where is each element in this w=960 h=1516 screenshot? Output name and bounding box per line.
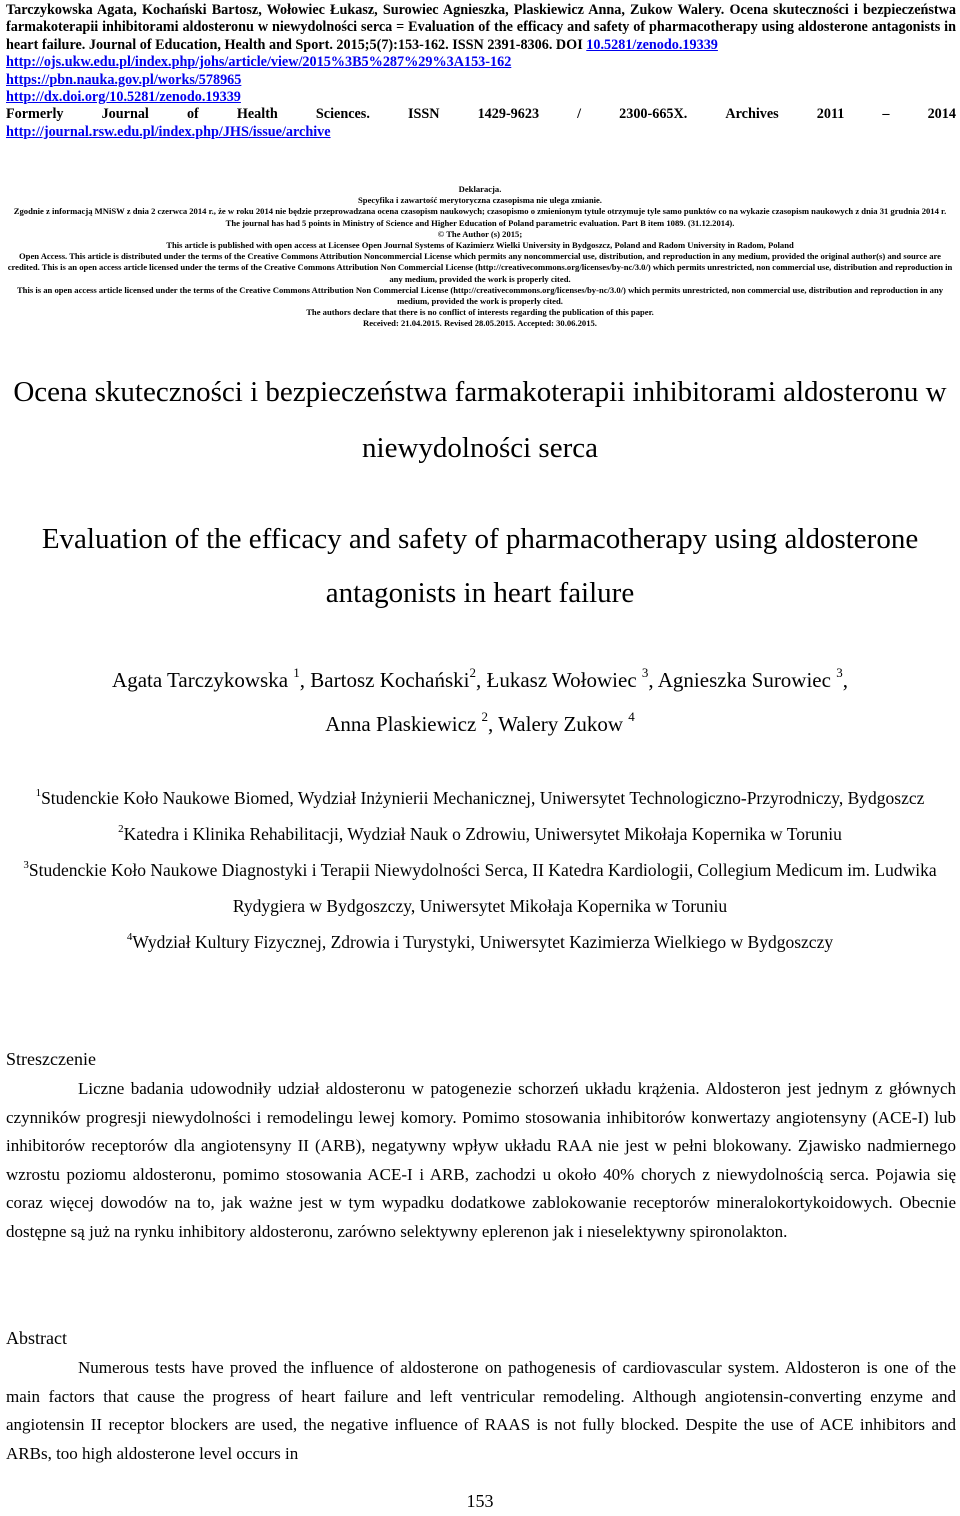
- author-name: Anna Plaskiewicz: [325, 712, 477, 736]
- formerly-word: Formerly: [6, 106, 64, 123]
- formerly-word: Journal: [101, 106, 149, 123]
- affiliation-item: [6, 816, 954, 852]
- affiliation-item: [6, 780, 954, 816]
- ojs-article-link[interactable]: http://ojs.ukw.edu.pl/index.php/johs/article/view/2015%3B5%287%29%3A153-162: [6, 54, 512, 71]
- note-license: This is an open access article licensed under the terms of the Creative Commons Attribution Non Commercial License (http://creativecommons.org/licenses/by-nc/3.0/) which permits unrestricted, non commercial use, distribution and reproduction in any medium, provided the work is properly cited.: [16, 284, 944, 307]
- affiliation-item: [6, 852, 954, 924]
- formerly-word: –: [882, 106, 890, 123]
- author-name: Walery Zukow: [498, 712, 624, 736]
- affiliation-number: 2: [118, 823, 124, 835]
- streszczenie-heading: Streszczenie: [6, 1049, 96, 1069]
- pbn-link[interactable]: https://pbn.nauka.gov.pl/works/578965: [6, 71, 242, 88]
- title-polish: Ocena skuteczności i bezpieczeństwa farmakoterapii inhibitorami aldosteronu w niewydolności serca: [13, 376, 947, 464]
- affiliation-text: Studenckie Koło Naukowe Biomed, Wydział Inżynierii Mechanicznej, Uniwersytet Technologiczno-Przyrodniczy, Bydgoszcz: [41, 788, 925, 808]
- formerly-word: /: [577, 106, 582, 123]
- note-declaration: Deklaracja.: [458, 184, 502, 194]
- author-affiliation-number: 4: [628, 709, 635, 724]
- note-copyright: © The Author (s) 2015;: [437, 228, 523, 239]
- author-name: Agnieszka Surowiec: [657, 668, 831, 692]
- abstract-section: [6, 1326, 956, 1468]
- archive-link[interactable]: http://journal.rsw.edu.pl/index.php/JHS/issue/archive: [6, 123, 331, 140]
- formerly-line: [6, 106, 956, 123]
- author-name: Agata Tarczykowska: [112, 668, 289, 692]
- affiliation-list: [6, 780, 954, 960]
- author-affiliation-number: 2: [469, 665, 477, 680]
- affiliation-item: [6, 924, 954, 960]
- author-affiliation-number: 2: [481, 709, 489, 724]
- formerly-word: Sciences.: [315, 106, 370, 123]
- citation-block: [6, 2, 956, 141]
- note-published: This article is published with open access at Licensee Open Journal Systems of Kazimierz Wielki University in Bydgoszcz, Poland and Radom University in Radom, Poland: [166, 240, 794, 251]
- formerly-word: Archives: [725, 106, 779, 123]
- affiliation-text: Studenckie Koło Naukowe Diagnostyki i Terapii Niewydolności Serca, II Katedra Kardiologii, Collegium Medicum im. Ludwika Rydygiera w Bydgoszczy, Uniwersytet Mikołaja Kopernika w Toruniu: [28, 860, 937, 916]
- doi-link[interactable]: 10.5281/zenodo.19339: [586, 36, 718, 53]
- author-affiliation-number: 1: [293, 665, 300, 680]
- note-points: The journal has had 5 points in Ministry of Science and Higher Education of Poland parametric evaluation. Part B item 1089. (31.12.2014).: [225, 217, 735, 228]
- formerly-word: 1429-9623: [477, 106, 540, 123]
- affiliation-number: 4: [126, 931, 133, 943]
- formerly-word: ISSN: [407, 106, 440, 123]
- affiliation-text: Wydział Kultury Fizycznej, Zdrowia i Turystyki, Uniwersytet Kazimierza Wielkiego w Bydgoszczy: [132, 932, 834, 952]
- author-affiliation-number: 3: [836, 665, 843, 680]
- streszczenie-section: [6, 1047, 956, 1247]
- affiliation-number: 1: [35, 787, 42, 799]
- page-number: 153: [466, 1491, 494, 1511]
- formerly-word: 2011: [816, 106, 845, 123]
- note-open-access: Open Access. This article is distributed under the terms of the Creative Commons Attribution Noncommercial License which permits any noncommercial use, distribution, and reproduction in any medium, provided the original author(s) and source are credited. This is an open access article licensed under the terms of the Creative Commons Attribution Non Commercial License (http://creativecommons.org/licenses/by-nc/3.0/) which permits unrestricted, non commercial use, distribution and reproduction in any medium, provided the work is properly cited.: [7, 251, 953, 284]
- author-list: Agata Tarczykowska $^1$, Bartosz Kochański$^2$, Łukasz Wołowiec $^3$, Agnieszka Surowiec $^3$, Anna Plaskiewicz $^2$, Walery Zukow $^4$: [112, 665, 848, 736]
- citation-text: Tarczykowska Agata, Kochański Bartosz, Wołowiec Łukasz, Surowiec Agnieszka, Plaskiewicz Anna, Zukow Walery. Ocena skuteczności i bezpieczeństwa farmakoterapii inhibitorami aldosteronu w niewydolności serca = Evaluation of the efficacy and safety of pharmacotherapy using aldosterone antagonists in heart failure. Journal of Education, Health and Sport. 2015;5(7):153-162. ISSN 2391-8306. DOI: [6, 2, 956, 53]
- note-dates: Received: 21.04.2015. Revised 28.05.2015. Accepted: 30.06.2015.: [363, 318, 597, 329]
- title-english: Evaluation of the efficacy and safety of pharmacotherapy using aldosterone antagonists in heart failure: [41, 523, 919, 609]
- formerly-word: 2300-665X.: [619, 106, 688, 123]
- note-conflict: The authors declare that there is no conflict of interests regarding the publication of this paper.: [306, 307, 654, 318]
- formerly-word: Health: [236, 106, 278, 123]
- dx-doi-link[interactable]: http://dx.doi.org/10.5281/zenodo.19339: [6, 89, 241, 106]
- affiliation-text: Katedra i Klinika Rehabilitacji, Wydział Nauk o Zdrowiu, Uniwersytet Mikołaja Kopernika w Toruniu: [123, 824, 842, 844]
- affiliation-number: 3: [23, 859, 29, 871]
- formerly-word: of: [186, 106, 199, 123]
- abstract-heading: Abstract: [6, 1328, 67, 1348]
- license-notes: [6, 184, 954, 330]
- note-specifics: Specyfika i zawartość merytoryczna czasopisma nie ulega zmianie.: [358, 195, 602, 206]
- streszczenie-text: Liczne badania udowodniły udział aldosteronu w patogenezie schorzeń układu krążenia. Aldosteron jest jednym z głównych czynników progresji niewydolności i remodelingu lewej komory. Pomimo stosowania inhibitorów konwertazy angiotensyny (ACE-I) lub inhibitorów receptorów dla angiotensyny II (ARB), negatywny wpływ układu RAA nie jest w pełni blokowany. Zjawisko nadmiernego wzrostu poziomu aldosteronu, pomimo stosowania ACE-I i ARB, zachodzi u około 40% chorych z niewydolnością serca. Pojawia się coraz więcej dowodów na to, jak ważne jest w tym wypadku dodatkowe zablokowanie receptorów mineralokortykoidowych. Obecnie dostępne są już na rynku inhibitory aldosteronu, zarówno selektywny eplerenon jak i nieselektywny spironolakton.: [6, 1079, 956, 1241]
- author-affiliation-number: 3: [641, 665, 649, 680]
- note-mnisw: Zgodnie z informacją MNiSW z dnia 2 czerwca 2014 r., że w roku 2014 nie będzie przeprowadzana ocena czasopism naukowych; czasopismo o zmienionym tytule otrzymuje tyle samo punktów co na wykazie czasopism naukowych z dnia 31 grudnia 2014 r.: [13, 206, 947, 217]
- abstract-text: Numerous tests have proved the influence of aldosterone on pathogenesis of cardiovascular system. Aldosteron is one of the main factors that cause the progress of heart failure and left ventricular remodeling. Although angiotensin-converting enzyme and angiotensin II receptor blockers are used, the negative influence of RAAS is not fully blocked. Despite the use of ACE inhibitors and ARBs, too high aldosterone level occurs in: [6, 1358, 956, 1463]
- author-name: Bartosz Kochański: [310, 668, 470, 692]
- author-name: Łukasz Wołowiec: [486, 668, 637, 692]
- formerly-word: 2014: [927, 106, 956, 123]
